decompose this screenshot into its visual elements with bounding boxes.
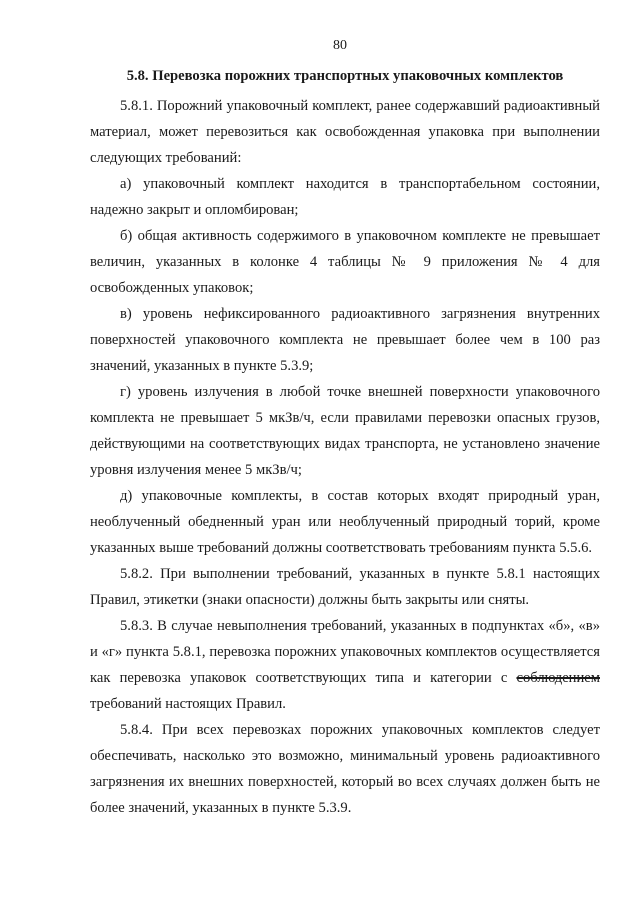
paragraph-item-v: в) уровень нефиксированного радиоактивного загрязнения внутренних поверхностей упаковочного комплекта не превышает более чем в 100 раз значений, указанных в пункте 5.3.9; bbox=[90, 306, 600, 374]
body-text bbox=[90, 93, 600, 821]
paragraph-item-g: г) уровень излучения в любой точке внешней поверхности упаковочного комплекта не превышает 5 мкЗв/ч, если правилами перевозки опасных грузов, действующими на соответствующих видах транспорта, не установлено значение уровня излучения менее 5 мкЗв/ч; bbox=[90, 384, 600, 478]
paragraph-5-8-1: 5.8.1. Порожний упаковочный комплект, ранее содержавший радиоактивный материал, может перевозиться как освобожденная упаковка при выполнении следующих требований: bbox=[90, 98, 600, 166]
paragraph-5-8-3-text-after: требований настоящих Правил. bbox=[90, 696, 286, 712]
paragraph-item-d: д) упаковочные комплекты, в состав которых входят природный уран, необлученный обедненный уран или необлученный природный торий, кроме указанных выше требований должны соответствовать требованиям пункта 5.5.6. bbox=[90, 488, 600, 556]
page-number: 80 bbox=[333, 38, 347, 53]
paragraph-item-b: б) общая активность содержимого в упаковочном комплекте не превышает величин, указанных в колонке 4 таблицы № 9 приложения № 4 для освобожденных упаковок; bbox=[90, 228, 600, 296]
paragraph-5-8-2: 5.8.2. При выполнении требований, указанных в пункте 5.8.1 настоящих Правил, этикетки (знаки опасности) должны быть закрыты или сняты. bbox=[90, 566, 600, 608]
struck-word: соблюдением bbox=[516, 670, 600, 686]
paragraph-5-8-3 bbox=[90, 613, 600, 717]
paragraph-5-8-3-text-before: 5.8.3. В случае невыполнения требований, указанных в подпунктах «б», «в» и «г» пункта 5.8.1, перевозка порожних упаковочных комплектов осуществляется как перевозка упаковок соответствующих типа и категории с bbox=[90, 618, 600, 686]
paragraph-5-8-4: 5.8.4. При всех перевозках порожних упаковочных комплектов следует обеспечивать, насколько это возможно, минимальный уровень радиоактивного загрязнения их внешних поверхностей, который во всех случаях должен быть не более значений, указанных в пункте 5.3.9. bbox=[90, 722, 600, 816]
paragraph-item-a: а) упаковочный комплект находится в транспортабельном состоянии, надежно закрыт и опломбирован; bbox=[90, 176, 600, 218]
section-title: 5.8. Перевозка порожних транспортных упаковочных комплектов bbox=[126, 68, 564, 84]
